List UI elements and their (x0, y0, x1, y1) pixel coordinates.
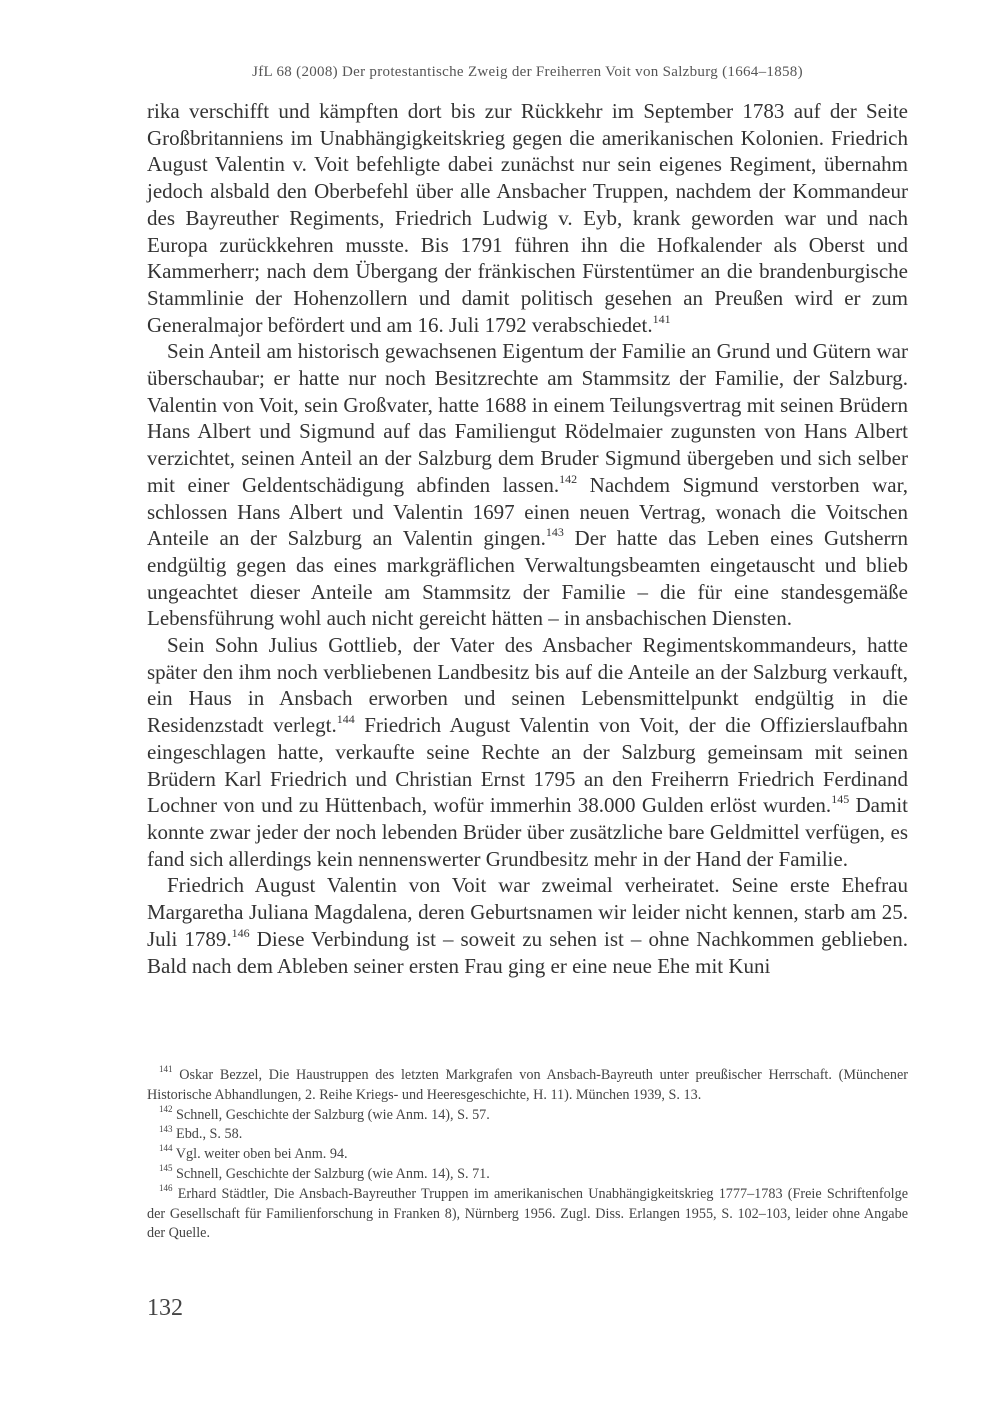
paragraph-text: Der hatte das Leben eines Gutsherrn endgültig gegen das eines markgräflichen Verwaltungsbeamten eingetauscht und blieb ungeachtet dieser Anteile am Stammsitz der Familie – die für eine standesgemäße Lebensführung wohl auch nicht gereicht hätten – in ansbachischen Diensten. (147, 526, 908, 631)
footnote (147, 1185, 908, 1244)
running-head: JfL 68 (2008) Der protestantische Zweig der Freiherren Voit von Salzburg (1664–1858) (252, 64, 803, 80)
paragraph-text: Diese Verbindung ist – soweit zu sehen ist – ohne Nachkommen geblieben. Bald nach dem Ableben seiner ersten Frau ging er eine neue Ehe mit Kuni (147, 926, 908, 978)
page-number: 132 (147, 1295, 183, 1321)
footnote-text: Schnell, Geschichte der Salzburg (wie Anm. 14), S. 57. (176, 1106, 490, 1123)
footnote (147, 1066, 908, 1106)
footnote-text: Erhard Städtler, Die Ansbach-Bayreuther Truppen im amerikanischen Unabhängigkeitskrieg 1777–1783 (Freie Schriftenfolge der Gesellschaft für Familienforschung in Franken 8), Nürnberg 1956. Zugl. Diss. Erlangen 1955, S. 102–103, leider ohne Angabe der Quelle. (147, 1185, 908, 1242)
footnote-number: 146 (159, 1183, 173, 1194)
footnote-text: Oskar Bezzel, Die Haustruppen des letzten Markgrafen von Ansbach-Bayreuth unter preußischer Herrschaft. (Münchener Historische Abhandlungen, 2. Reihe Kriegs- und Heeresgeschichte, H. 11). München 1939, S. 13. (147, 1067, 908, 1103)
footnote (147, 1103, 908, 1126)
paragraph (147, 872, 908, 979)
footnote-number: 141 (159, 1064, 173, 1075)
paragraph-text: Friedrich August Valentin von Voit war zweimal verheiratet. Seine erste Ehefrau Margaretha Juliana Magdalena, deren Geburtsnamen wir leider nicht kennen, starb am 25. Juli 1789. (147, 873, 908, 951)
footnote (147, 1145, 908, 1165)
paragraph-text: Sein Sohn Julius Gottlieb, der Vater des Ansbacher Regimentskommandeurs, hatte später den ihm noch verbliebenen Landbesitz bis auf die Anteile an der Salzburg verkauft, ein Haus in Ansbach erworben und seinen Lebensmittelpunkt endgültig in die Residenzstadt verlegt. (147, 633, 908, 738)
paragraph (147, 632, 908, 872)
paragraph (147, 98, 908, 338)
footnote-text: Schnell, Geschichte der Salzburg (wie Anm. 14), S. 71. (176, 1165, 490, 1182)
footnote-reference[interactable]: 144 (336, 712, 355, 727)
footnote-reference[interactable]: 146 (231, 925, 250, 940)
document-page (147, 0, 908, 1401)
footnote-reference[interactable]: 141 (652, 311, 671, 326)
body-text (147, 98, 908, 979)
footnote-number: 142 (159, 1103, 173, 1114)
footnote-number: 144 (159, 1143, 173, 1154)
footnote-reference[interactable]: 143 (545, 525, 564, 540)
paragraph-text: Damit konnte zwar jeder der noch lebenden Brüder über zusätzliche bare Geldmittel verfügen, es fand sich allerdings kein nennenswerter Grundbesitz mehr in der Hand der Familie. (147, 793, 908, 871)
paragraph (147, 338, 908, 632)
footnote-number: 143 (159, 1123, 173, 1134)
footnote-text: Ebd., S. 58. (176, 1126, 243, 1143)
paragraph-text: Friedrich August Valentin von Voit, der die Offizierslaufbahn eingeschlagen hatte, verkaufte seine Rechte an der Salzburg gemeinsam mit seinen Brüdern Karl Friedrich und Christian Ernst 1795 an den Freiherrn Friedrich Ferdinand Lochner von und zu Hüttenbach, wofür immerhin 38.000 Gulden erlöst wurden. (147, 713, 908, 818)
footnote-text: Vgl. weiter oben bei Anm. 94. (175, 1146, 348, 1163)
paragraph-text: Sein Anteil am historisch gewachsenen Eigentum der Familie an Grund und Gütern war überschaubar; er hatte nur noch Besitzrechte am Stammsitz der Familie, der Salzburg. Valentin von Voit, sein Großvater, hatte 1688 in einem Teilungsvertrag mit seinen Brüdern Hans Albert und Sigmund auf das Familiengut Rödelmaier zugunsten von Hans Albert verzichtet, seinen Anteil an der Salzburg dem Bruder Sigmund übergeben und sich selber mit einer Geldentschädigung abfinden lassen. (147, 339, 908, 497)
footnotes (147, 1066, 908, 1244)
paragraph-text: Nachdem Sigmund verstorben war, schlossen Hans Albert und Valentin 1697 einen neuen Vertrag, wonach die Voitschen Anteile an der Salzburg an Valentin gingen. (147, 472, 908, 551)
footnote (147, 1125, 908, 1145)
paragraph-text: rika verschifft und kämpften dort bis zur Rückkehr im September 1783 auf der Seite Großbritanniens im Unabhängigkeitskrieg gegen die amerikanischen Kolonien. Friedrich August Valentin v. Voit befehligte dabei zunächst nur sein eigenes Regiment, übernahm jedoch alsbald den Oberbefehl über alle Ansbacher Truppen, nachdem der Kommandeur des Bayreuther Regiments, Friedrich Ludwig v. Eyb, krank geworden war und nach Europa zurückkehren musste. Bis 1791 führen ihn die Hofkalender als Oberst und Kammerherr; nach dem Übergang der fränkischen Fürstentümer an die brandenburgische Stammlinie der Hohenzollern und damit politisch gesehen an Preußen wird er zum Generalmajor befördert und am 16. Juli 1792 verabschiedet. (147, 99, 908, 337)
footnote-number: 145 (159, 1163, 173, 1174)
footnote-reference[interactable]: 142 (559, 471, 578, 486)
footnote-reference[interactable]: 145 (831, 792, 850, 807)
footnote (147, 1165, 908, 1185)
